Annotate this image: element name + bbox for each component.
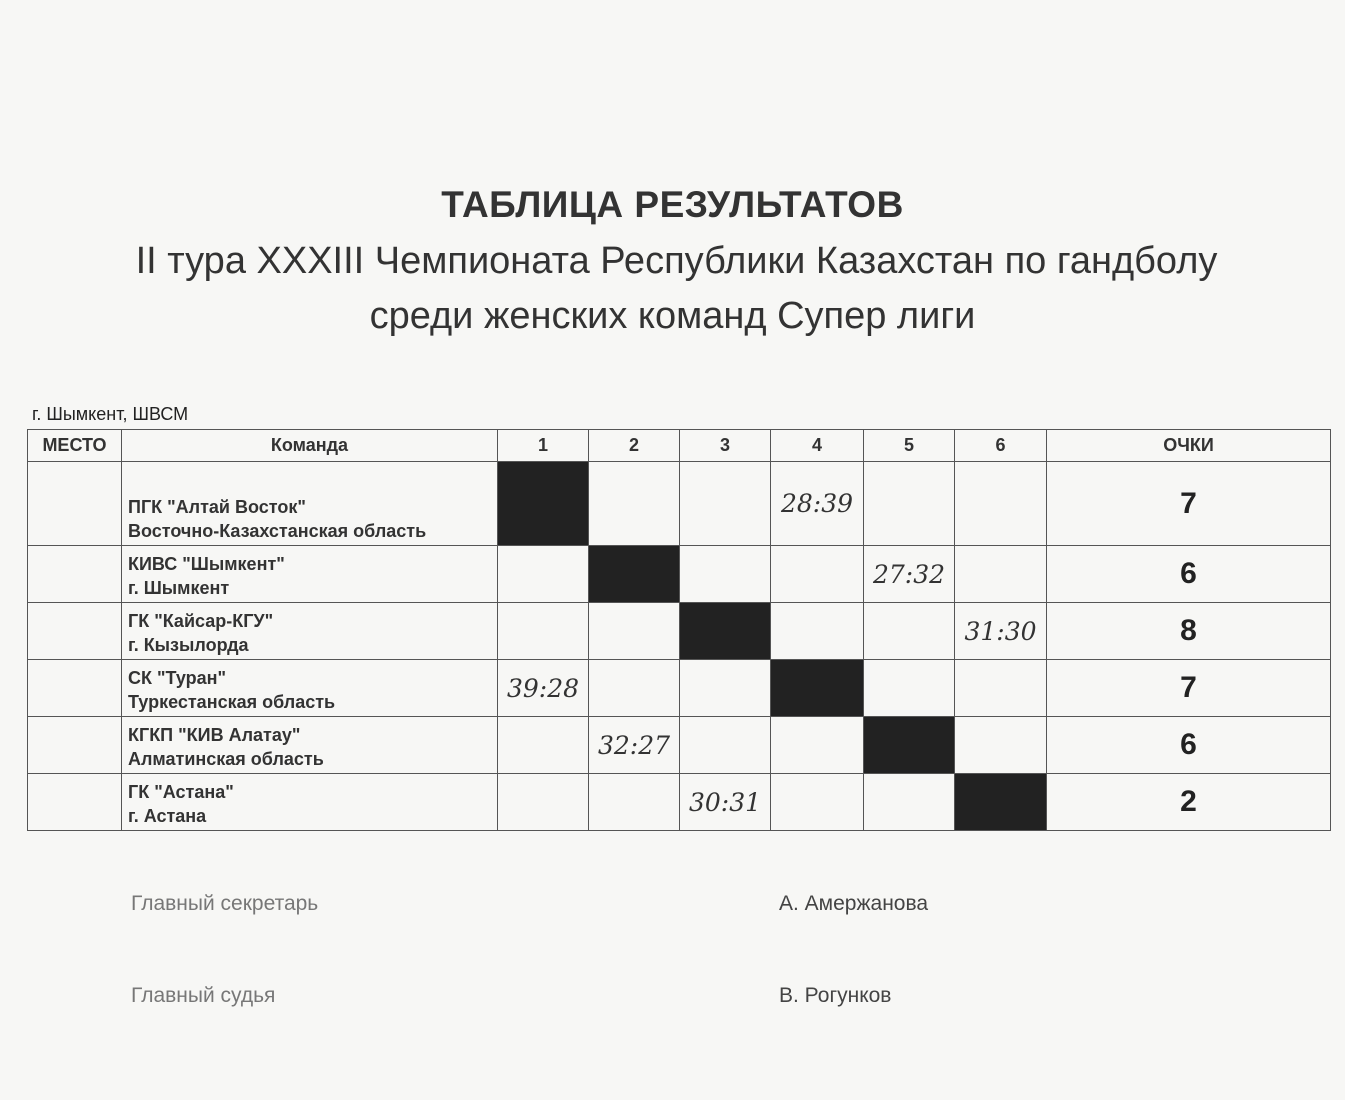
table-row <box>28 660 1331 717</box>
points-cell: 8 <box>1047 603 1331 660</box>
place-cell <box>28 462 122 546</box>
score-cell: 27:32 <box>864 546 955 603</box>
self-match-cell <box>680 603 771 660</box>
header-place: МЕСТО <box>28 430 122 462</box>
score-cell: 28:39 <box>771 462 864 546</box>
team-region: г. Астана <box>128 806 207 826</box>
score-cell <box>864 774 955 831</box>
header-col-2: 2 <box>589 430 680 462</box>
place-cell <box>28 603 122 660</box>
team-region: Алматинская область <box>128 749 324 769</box>
score-cell <box>771 546 864 603</box>
team-name: КГКП "КИВ Алатау" <box>128 725 301 745</box>
points-cell: 6 <box>1047 717 1331 774</box>
score-cell <box>771 603 864 660</box>
score-cell <box>589 660 680 717</box>
document-title: ТАБЛИЦА РЕЗУЛЬТАТОВ <box>441 184 904 225</box>
table-row <box>28 462 1331 546</box>
team-cell <box>122 603 498 660</box>
score-cell <box>955 660 1047 717</box>
team-name: ГК "Астана" <box>128 782 234 802</box>
secretary-name: А. Амержанова <box>779 892 929 915</box>
score-cell <box>771 774 864 831</box>
score-cell <box>498 546 589 603</box>
self-match-cell <box>498 462 589 546</box>
self-match-cell <box>771 660 864 717</box>
points-cell: 7 <box>1047 462 1331 546</box>
header-points: ОЧКИ <box>1047 430 1331 462</box>
team-name: ПГК "Алтай Восток" <box>128 497 306 517</box>
header-team: Команда <box>122 430 498 462</box>
points-cell: 7 <box>1047 660 1331 717</box>
results-table <box>27 429 1331 831</box>
score-cell <box>680 717 771 774</box>
score-cell <box>498 774 589 831</box>
score-cell: 30:31 <box>680 774 771 831</box>
team-cell <box>122 462 498 546</box>
points-cell: 6 <box>1047 546 1331 603</box>
score-cell <box>589 603 680 660</box>
self-match-cell <box>864 717 955 774</box>
score-cell <box>498 603 589 660</box>
score-cell: 31:30 <box>955 603 1047 660</box>
score-cell <box>864 462 955 546</box>
judge-name: В. Рогунков <box>779 984 892 1007</box>
score-cell <box>498 717 589 774</box>
judge-role-label: Главный судья <box>131 984 276 1007</box>
team-region: Восточно-Казахстанская область <box>128 521 427 541</box>
team-cell <box>122 660 498 717</box>
team-cell <box>122 774 498 831</box>
header-row <box>28 430 1331 462</box>
table-row <box>28 603 1331 660</box>
team-name: КИВС "Шымкент" <box>128 554 285 574</box>
header-col-4: 4 <box>771 430 864 462</box>
secretary-role-label: Главный секретарь <box>131 892 319 915</box>
location-label: г. Шымкент, ШВСМ <box>32 404 189 424</box>
score-cell: 32:27 <box>589 717 680 774</box>
score-cell <box>680 462 771 546</box>
place-cell <box>28 717 122 774</box>
self-match-cell <box>589 546 680 603</box>
table-row <box>28 774 1331 831</box>
score-cell: 39:28 <box>498 660 589 717</box>
score-cell <box>955 546 1047 603</box>
score-cell <box>589 462 680 546</box>
score-cell <box>771 717 864 774</box>
place-cell <box>28 660 122 717</box>
team-region: Туркестанская область <box>128 692 336 712</box>
team-region: г. Шымкент <box>128 578 230 598</box>
table-row <box>28 546 1331 603</box>
place-cell <box>28 546 122 603</box>
document-subtitle-line1: II тура XXXIII Чемпионата Республики Казахстан по гандболу <box>135 240 1218 282</box>
team-name: СК "Туран" <box>128 668 227 688</box>
self-match-cell <box>955 774 1047 831</box>
table-row <box>28 717 1331 774</box>
score-cell <box>955 462 1047 546</box>
place-cell <box>28 774 122 831</box>
score-cell <box>955 717 1047 774</box>
document-subtitle-line2: среди женских команд Супер лиги <box>369 295 976 337</box>
score-cell <box>680 546 771 603</box>
score-cell <box>589 774 680 831</box>
team-name: ГК "Кайсар-КГУ" <box>128 611 274 631</box>
header-col-3: 3 <box>680 430 771 462</box>
points-cell: 2 <box>1047 774 1331 831</box>
header-col-5: 5 <box>864 430 955 462</box>
team-region: г. Кызылорда <box>128 635 249 655</box>
header-col-1: 1 <box>498 430 589 462</box>
header-col-6: 6 <box>955 430 1047 462</box>
score-cell <box>864 660 955 717</box>
score-cell <box>680 660 771 717</box>
score-cell <box>864 603 955 660</box>
team-cell <box>122 546 498 603</box>
team-cell <box>122 717 498 774</box>
